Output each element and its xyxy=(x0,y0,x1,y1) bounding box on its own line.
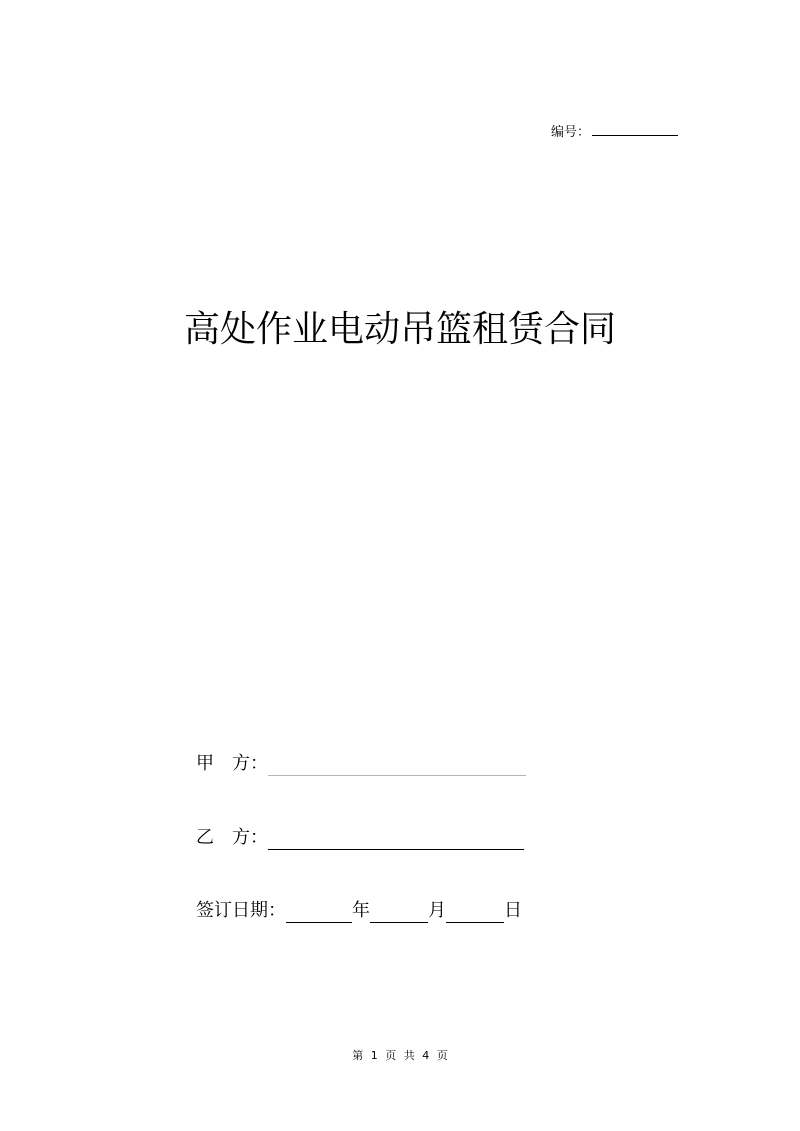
party-a-blank-line xyxy=(268,755,526,776)
month-label: 月 xyxy=(428,900,446,921)
serial-label: 编号： xyxy=(551,125,591,140)
party-a-label-first: 甲 xyxy=(196,753,214,774)
month-blank-line xyxy=(370,902,428,923)
page-indicator: 第 1 页 共 4 页 xyxy=(352,1049,448,1062)
day-label: 日 xyxy=(504,900,522,921)
day-blank-line xyxy=(446,902,504,923)
party-a-label-second: 方： xyxy=(232,753,268,774)
year-blank-line xyxy=(286,902,352,923)
party-b-label-first: 乙 xyxy=(196,827,214,848)
party-b-blank-line xyxy=(268,829,524,850)
sign-date-label: 签订日期： xyxy=(196,900,286,921)
party-b-label-second: 方： xyxy=(232,827,268,848)
year-label: 年 xyxy=(352,900,370,921)
party-b-field xyxy=(196,826,524,850)
party-a-field xyxy=(196,752,526,776)
document-title: 高处作业电动吊篮租赁合同 xyxy=(183,309,616,350)
serial-number xyxy=(551,123,678,141)
serial-blank-line xyxy=(592,123,678,136)
sign-date-field xyxy=(196,899,522,923)
